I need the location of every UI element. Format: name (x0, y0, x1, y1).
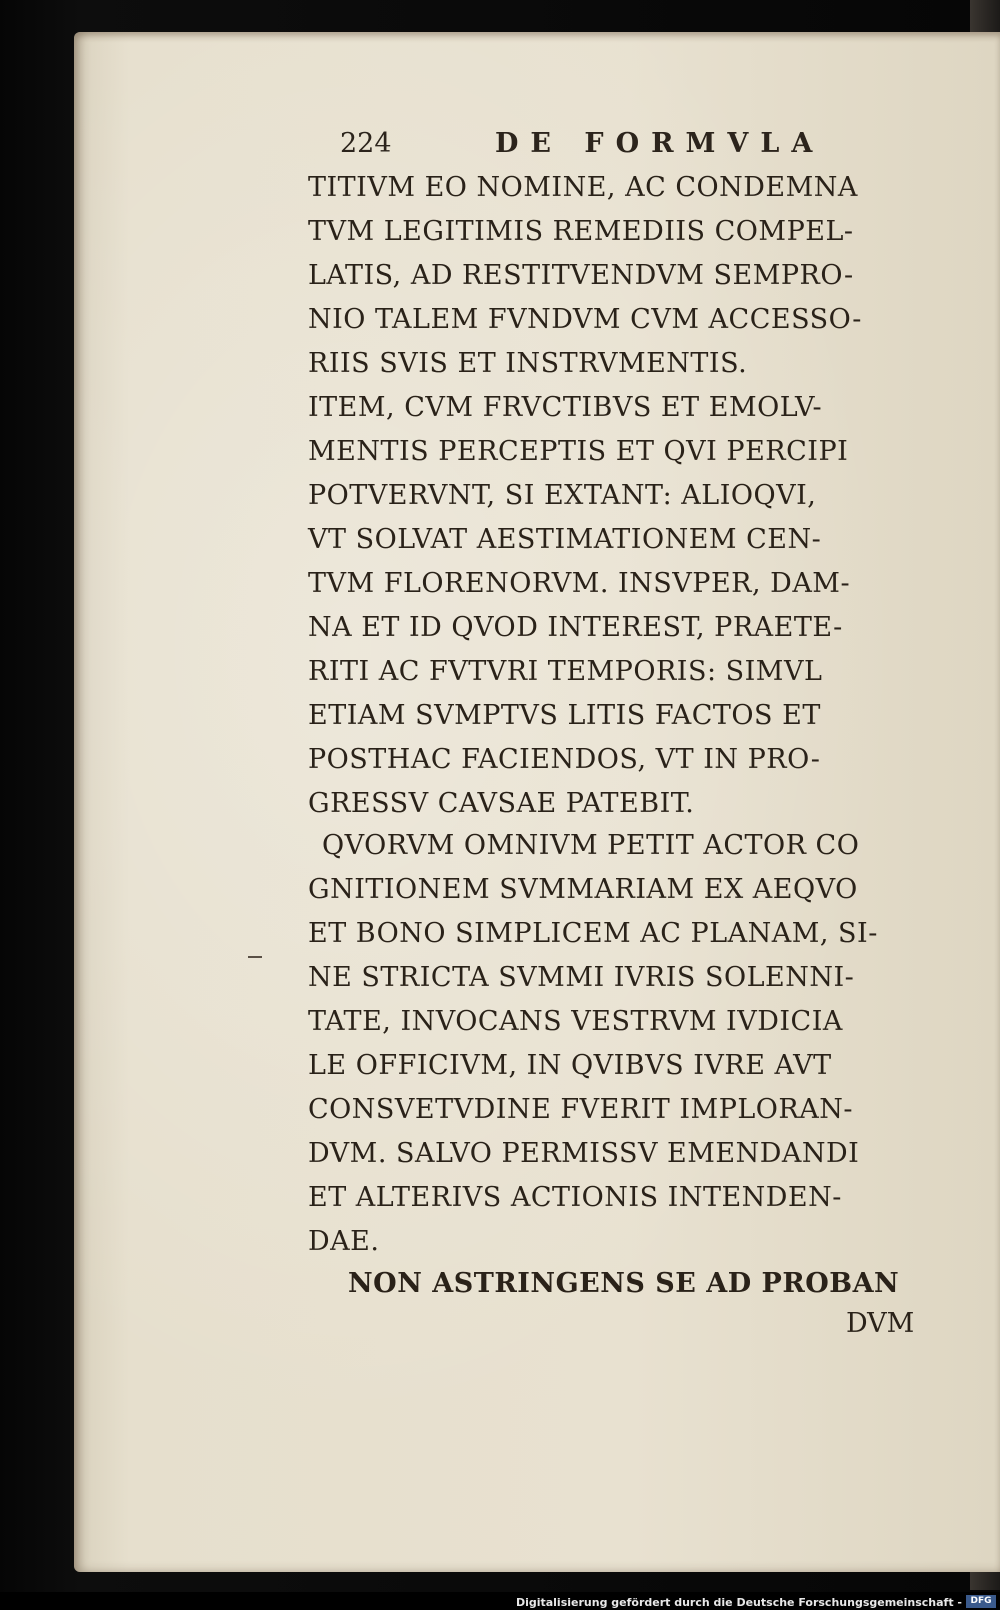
text-line: NA ET ID QVOD INTEREST, PRAETE- (308, 612, 843, 643)
text-line: RIIS SVIS ET INSTRVMENTIS. (308, 348, 748, 379)
text-line: DVM. SALVO PERMISSV EMENDANDI (308, 1138, 860, 1169)
page-number: 224 (340, 128, 392, 159)
text-line: GNITIONEM SVMMARIAM EX AEQVO (308, 874, 858, 905)
text-line: NON ASTRINGENS SE AD PROBAN (348, 1268, 900, 1299)
text-line: POSTHAC FACIENDOS, VT IN PRO- (308, 744, 821, 775)
footer-credit: Digitalisierung gefördert durch die Deutsche Forschungsgemeinschaft - (515, 1596, 962, 1609)
text-line: TATE, INVOCANS VESTRVM IVDICIA (308, 1006, 843, 1037)
text-line: ET ALTERIVS ACTIONIS INTENDEN- (308, 1182, 842, 1213)
margin-mark (248, 956, 262, 958)
dfg-logo-icon: DFG (966, 1595, 996, 1608)
text-line: ITEM, CVM FRVCTIBVS ET EMOLV- (308, 392, 823, 423)
catchword: DVM (846, 1308, 915, 1339)
text-line: MENTIS PERCEPTIS ET QVI PERCIPI (308, 436, 849, 467)
text-line: CONSVETVDINE FVERIT IMPLORAN- (308, 1094, 854, 1125)
text-line: VT SOLVAT AESTIMATIONEM CEN- (308, 524, 822, 555)
text-line: NE STRICTA SVMMI IVRIS SOLENNI- (308, 962, 855, 993)
text-line: DAE. (308, 1226, 380, 1257)
text-line: LATIS, AD RESTITVENDVM SEMPRO- (308, 260, 854, 291)
text-line: RITI AC FVTVRI TEMPORIS: SIMVL (308, 656, 823, 687)
text-line: TITIVM EO NOMINE, AC CONDEMNA (308, 172, 858, 203)
text-line: LE OFFICIVM, IN QVIBVS IVRE AVT (308, 1050, 832, 1081)
text-line: NIO TALEM FVNDVM CVM ACCESSO- (308, 304, 862, 335)
text-line: TVM FLORENORVM. INSVPER, DAM- (308, 568, 851, 599)
text-line: ET BONO SIMPLICEM AC PLANAM, SI- (308, 918, 878, 949)
text-line: GRESSV CAVSAE PATEBIT. (308, 788, 695, 819)
text-line: TVM LEGITIMIS REMEDIIS COMPEL- (308, 216, 854, 247)
text-line: POTVERVNT, SI EXTANT: ALIOQVI, (308, 480, 817, 511)
running-title: DE FORMVLA (495, 128, 825, 159)
page-header (340, 128, 880, 168)
text-line: ETIAM SVMPTVS LITIS FACTOS ET (308, 700, 821, 731)
text-line: QVORVM OMNIVM PETIT ACTOR CO (322, 830, 860, 861)
